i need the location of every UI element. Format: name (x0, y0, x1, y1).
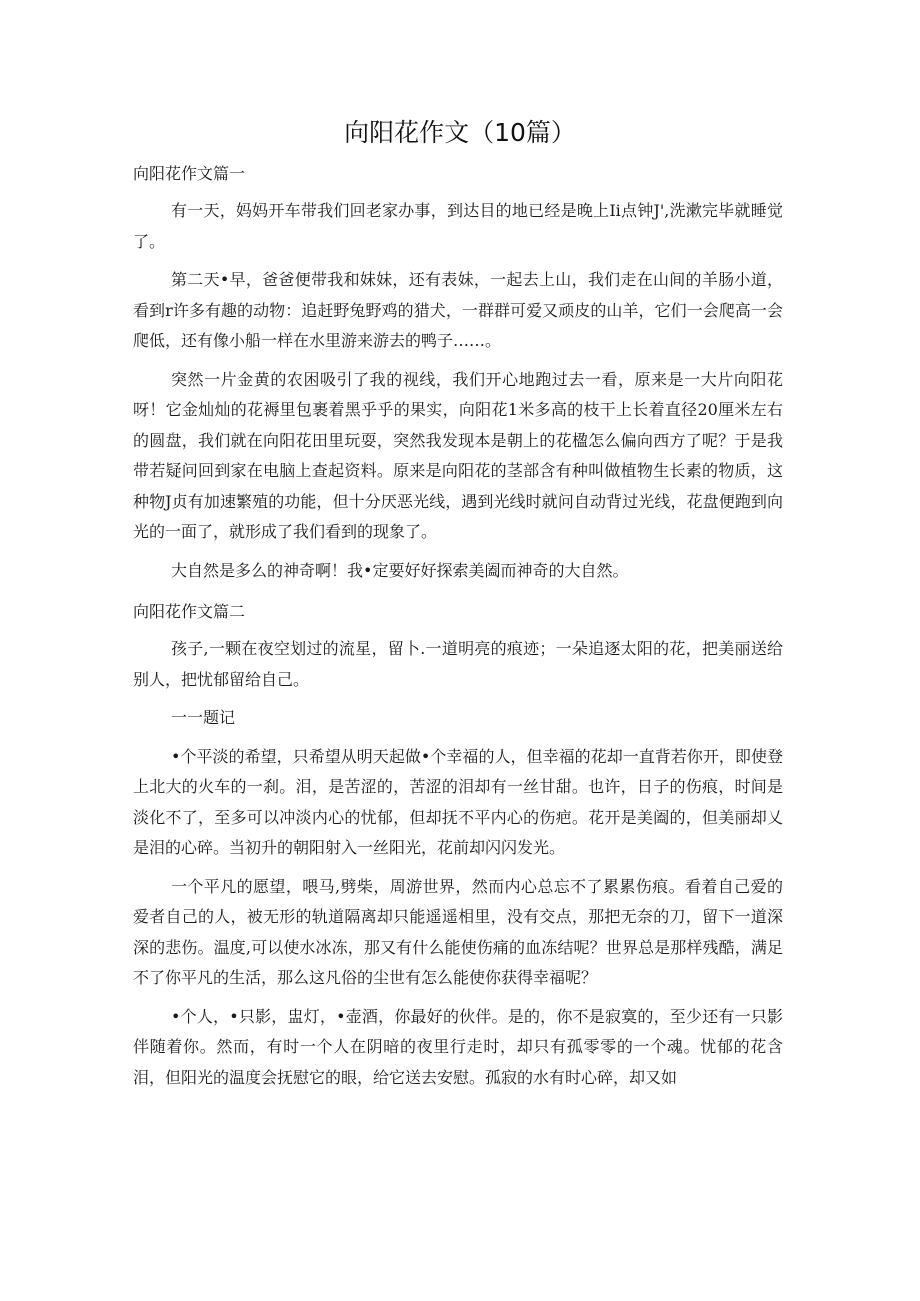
epigraph-attribution: 一一题记 (171, 708, 236, 727)
paragraph: 第二天•早，爸爸便带我和妹妹，还有表妹，一起去上山，我们走在山间的羊肠小道，看到r许多有趣的动物：追赶野兔野鸡的猎犬，一群群可爱又顽皮的山羊，它们一会爬高一会爬低，还有像小船一样在水里游来游去的鸭子……。 (133, 270, 783, 350)
paragraph: •个平淡的希望，只希望从明天起做•个幸福的人，但幸福的花却一直背若你开，即使登上北大的火车的一刹。泪，是苦涩的，苦涩的泪却有一丝甘甜。也许，日子的伤痕，时间是淡化不了，至多可以冲淡内心的忧郁，但却抚不平内心的伤疤。花开是美阖的，但美丽却乂是泪的心碎。当初升的朝阳射入一丝阳光，花前却闪闪发光。 (133, 746, 783, 857)
section-heading-1: 向阳花作文篇一 (133, 164, 246, 183)
paragraph: 突然一片金黄的农困吸引了我的视线，我们开心地跑过去一看，原来是一大片向阳花呀！它金灿灿的花褥里包裹着黑乎乎的果实，向阳花1米多高的枝干上长着直径20厘米左右的圆盘，我们就在向阳花田里玩耍，突然我发现本是朝上的花楹怎么偏向西方了呢？于是我带若疑问回到家在电脑上查起资料。原来是向阳花的茎部含有种叫做植物生长素的物质，这种物J贞有加速繁殖的功能，但十分厌恶光线，遇到光线时就问自动背过光线，花盘便跑到向光的一面了，就形成了我们看到的现象了。 (133, 369, 783, 541)
section-heading-2: 向阳花作文篇二 (133, 602, 246, 621)
paragraph: 孩子,一颗在夜空划过的流星，留卜.一道明亮的痕迹；一朵追逐太阳的花，把美丽送给别人，把忧郁留给自己。 (133, 639, 783, 689)
page-title: 向阳花作文（10篇） (344, 118, 576, 147)
paragraph: •个人，•只影，盅灯，•壶酒，你最好的伙伴。是的，你不是寂寞的，至少还有一只影伴随着你。然而，有时一个人在阴暗的夜里行走时，却只有孤零零的一个魂。忧郁的花含泪，但阳光的温度会抚慰它的眼，给它送去安慰。孤寂的水有时心碎，却又如 (133, 1006, 783, 1087)
paragraph: 一个平凡的愿望，喂马,劈柴，周游世界，然而内心总忘不了累累伤痕。看着自己爱的爱者自己的人，被无形的轨道隔离却只能遥遥相里，没有交点，那把无奈的刀，留下一道深深的悲伤。温度,可以使水冰冻，那又有什么能使伤痛的血冻结呢？世界总是那样残酷，满足不了你平凡的生活，那么这凡俗的尘世有怎么能使你获得幸福呢？ (133, 876, 783, 987)
document-body (133, 164, 783, 1101)
paragraph: 有一天，妈妈开车带我们回老家办事，到达目的地已经是晚上Ii点钟J',洗漱完毕就睡觉了。 (133, 201, 783, 251)
paragraph: 大自然是多么的神奇啊！我•定要好好探索美阖而神奇的大自然。 (171, 560, 629, 580)
